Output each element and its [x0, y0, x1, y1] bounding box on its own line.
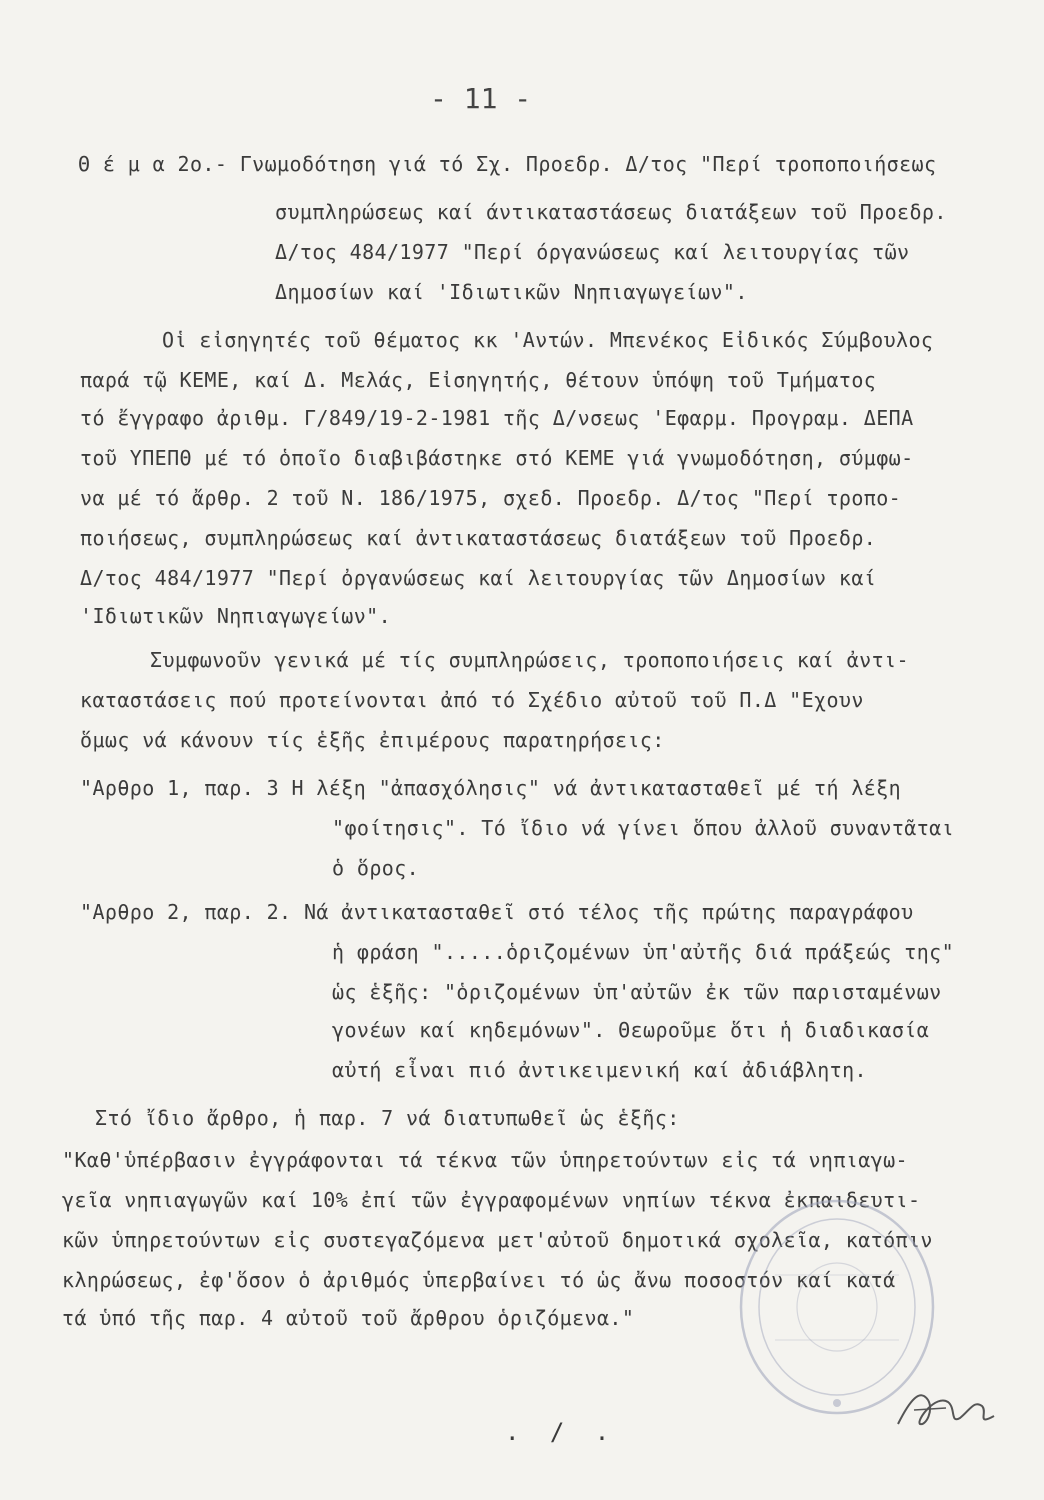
continuation-marker: . / .: [505, 1418, 618, 1446]
text-line: κληρώσεως, ἐφ'ὅσον ὁ ἀριθμός ὑπερβαίνει τό ὡς ἄνω ποσοστόν καί κατά: [62, 1268, 896, 1292]
text-line: τά ὑπό τῆς παρ. 4 αὐτοῦ τοῦ ἄρθρου ὁριζόμενα.": [62, 1306, 635, 1330]
text-line: κῶν ὑπηρετούντων εἰς συστεγαζόμενα μετ'αὐτοῦ δημοτικά σχολεῖα, κατόπιν: [62, 1228, 933, 1252]
text-line: ἡ φράση ".....ὁριζομένων ὑπ'αὐτῆς διά πράξεώς της": [332, 940, 955, 964]
text-line: Συμφωνοῦν γενικά μέ τίς συμπληρώσεις, τροποποιήσεις καί ἀντι-: [150, 648, 909, 672]
text-line: ὁ ὅρος.: [332, 856, 420, 880]
text-line: γεῖα νηπιαγωγῶν καί 10% ἐπί τῶν ἐγγραφομένων νηπίων τέκνα ἐκπαιδευτι-: [62, 1188, 921, 1212]
text-line: "Αρθρο 1, παρ. 3 Η λέξη "ἀπασχόλησις" νά ἀντικατασταθεῖ μέ τή λέξη: [80, 776, 902, 800]
page-number: - 11 -: [430, 82, 532, 115]
text-line: "φοίτησις". Τό ἴδιο νά γίνει ὅπου ἀλλοῦ συναντᾶται: [332, 816, 955, 840]
text-line: ὅμως νά κάνουν τίς ἑξῆς ἐπιμέρους παρατηρήσεις:: [80, 728, 665, 752]
text-line: 'Ιδιωτικῶν Νηπιαγωγείων".: [80, 604, 392, 628]
text-line: Δημοσίων καί 'Ιδιωτικῶν Νηπιαγωγείων".: [275, 280, 748, 304]
text-line: να μέ τό ἄρθρ. 2 τοῦ Ν. 186/1975, σχεδ. Προεδρ. Δ/τος "Περί τροπο-: [80, 486, 902, 510]
text-line: αὐτή εἶναι πιό ἀντικειμενική καί ἀδιάβλητη.: [332, 1058, 867, 1082]
text-line: τό ἔγγραφο ἀριθμ. Γ/849/19-2-1981 τῆς Δ/νσεως 'Εφαρμ. Προγραμ. ΔΕΠΑ: [80, 406, 914, 430]
text-line: "Αρθρο 2, παρ. 2. Νά ἀντικατασταθεῖ στό τέλος τῆς πρώτης παραγράφου: [80, 900, 914, 924]
signature: [890, 1380, 1000, 1440]
text-line: γονέων καί κηδεμόνων". Θεωροῦμε ὅτι ἡ διαδικασία: [332, 1018, 930, 1042]
text-line: Στό ἴδιο ἄρθρο, ἡ παρ. 7 νά διατυπωθεῖ ὡς ἑξῆς:: [95, 1106, 680, 1130]
text-line: ὡς ἑξῆς: "ὁριζομένων ὑπ'αὐτῶν ἐκ τῶν παρισταμένων: [332, 980, 942, 1004]
text-line: "Καθ'ὑπέρβασιν ἐγγράφονται τά τέκνα τῶν ὑπηρετούντων εἰς τά νηπιαγω-: [62, 1148, 908, 1172]
text-line: συμπληρώσεως καί άντικαταστάσεως διατάξεων τοῦ Προεδρ.: [275, 200, 947, 224]
text-line: Οἱ εἰσηγητές τοῦ θέματος κκ 'Αντών. Μπενέκος Εἰδικός Σύμβουλος: [162, 328, 934, 352]
text-line: παρά τῷ ΚΕΜΕ, καί Δ. Μελάς, Εἰσηγητής, θέτουν ὑπόψη τοῦ Τμήματος: [80, 368, 877, 392]
text-line: ποιήσεως, συμπληρώσεως καί ἀντικαταστάσεως διατάξεων τοῦ Προεδρ.: [80, 526, 877, 550]
text-line: Δ/τος 484/1977 "Περί ὀργανώσεως καί λειτουργίας τῶν Δημοσίων καί: [80, 566, 877, 590]
text-line: τοῦ ΥΠΕΠΘ μέ τό ὁποῖο διαβιβάστηκε στό ΚΕΜΕ γιά γνωμοδότηση, σύμφω-: [80, 446, 914, 470]
text-line: Δ/τος 484/1977 "Περί όργανώσεως καί λειτουργίας τῶν: [275, 240, 910, 264]
text-line: Θ έ μ α 2ο.- Γνωμοδότηση γιά τό Σχ. Προεδρ. Δ/τος "Περί τροποποιήσεως: [78, 152, 937, 176]
text-line: καταστάσεις πού προτείνονται ἀπό τό Σχέδιο αὐτοῦ τοῦ Π.Δ "Εχουν: [80, 688, 864, 712]
